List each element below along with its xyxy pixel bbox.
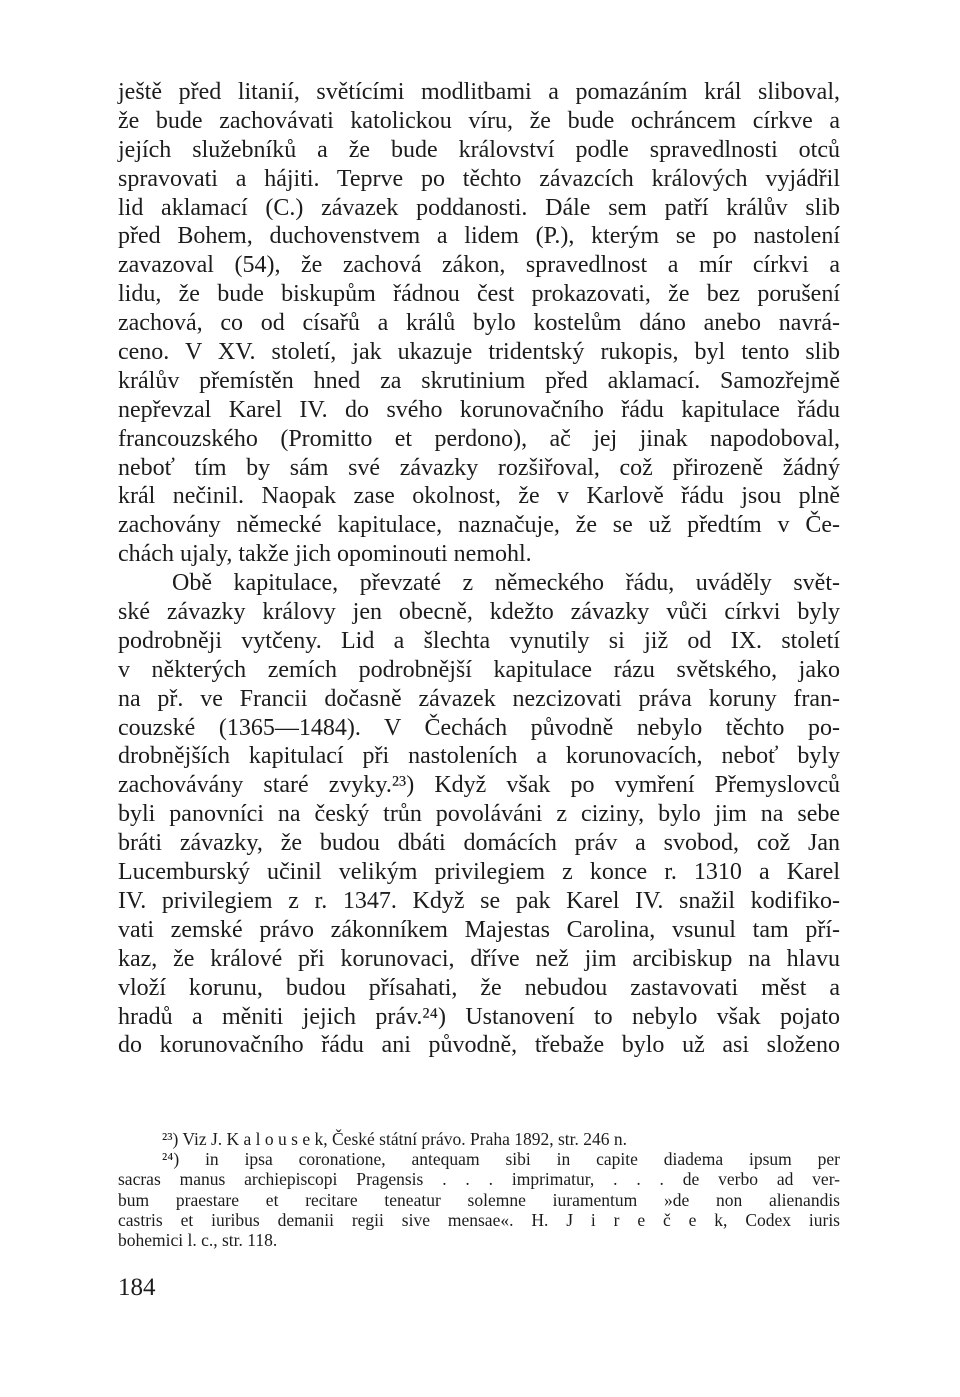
body-line: zachovány německé kapitulace, naznačuje, že se už předtím v Če- bbox=[118, 512, 840, 539]
body-line: ské závazky královy jen obecně, kdežto závazky vůči církvi byly bbox=[118, 599, 840, 626]
body-line: do korunovačního řádu ani původně, třebaže bylo už asi složeno bbox=[118, 1032, 840, 1059]
body-line: chách ujaly, takže jich opominouti nemohl. bbox=[118, 541, 532, 568]
body-line: že bude zachovávati katolickou víru, že bude ochráncem církve a bbox=[118, 107, 840, 134]
body-line: králův přemístěn hned za skrutinium před aklamací. Samozřejmě bbox=[118, 367, 840, 394]
body-line: zachovávány staré zvyky.²³) Když však po vymření Přemyslovců bbox=[118, 772, 840, 799]
body-line: vati zemské právo zákonníkem Majestas Carolina, vsunul tam pří- bbox=[118, 916, 840, 943]
body-line: hradů a měniti jejich práv.²⁴) Ustanovení to nebylo však pojato bbox=[118, 1003, 840, 1030]
body-line: francouzského (Promitto et perdono), ač jej jinak napodoboval, bbox=[118, 425, 840, 452]
body-line: kaz, že králové při korunovaci, dříve než jim arcibiskup na hlavu bbox=[118, 945, 840, 972]
footnote-line: sacras manus archiepiscopi Pragensis . . . imprimatur, . . . de verbo ad ver- bbox=[118, 1169, 840, 1190]
body-line: drobnějších kapitulací při nastoleních a korunovacích, neboť byly bbox=[118, 743, 840, 770]
body-line: Lucemburský učinil velikým privilegiem z konce r. 1310 a Karel bbox=[118, 859, 840, 886]
body-line: ještě před litanií, světícími modlitbami a pomazáním král sliboval, bbox=[118, 79, 840, 105]
body-text bbox=[118, 78, 840, 1060]
body-line: zachová, co od císařů a králů bylo kostelům dáno anebo navrá- bbox=[118, 310, 840, 337]
body-line: Obě kapitulace, převzaté z německého řádu, uváděly svět- bbox=[172, 570, 840, 597]
body-line: před Bohem, duchovenstvem a lidem (P.), kterým se po nastolení bbox=[118, 223, 840, 250]
body-line: byli panovníci na český trůn povoláváni z ciziny, bylo jim na sebe bbox=[118, 801, 840, 828]
body-line: v některých zemích podrobnější kapitulace rázu světského, jako bbox=[118, 656, 840, 683]
body-line: zavazoval (54), že zachová zákon, spravedlnost a mír církvi a bbox=[118, 252, 840, 279]
body-line: ceno. V XV. století, jak ukazuje tridentský rukopis, byl tento slib bbox=[118, 339, 840, 366]
body-line: nepřevzal Karel IV. do svého korunovačního řádu kapitulace řádu bbox=[118, 396, 840, 423]
page-number: 184 bbox=[118, 1274, 156, 1301]
footnotes bbox=[118, 1129, 840, 1250]
body-line: couzské (1365—1484). V Čechách původně nebylo těchto po- bbox=[118, 714, 840, 741]
body-line: král nečinil. Naopak zase okolnost, že v Karlově řádu jsou plně bbox=[118, 483, 840, 510]
footnote-line: bohemici l. c., str. 118. bbox=[118, 1229, 278, 1250]
footnote-24: ²⁴) in ipsa coronatione, antequam sibi in capite diadema ipsum per bbox=[162, 1149, 840, 1170]
body-line: IV. privilegiem z r. 1347. Když se pak Karel IV. snažil kodifiko- bbox=[118, 887, 840, 914]
body-line: spravovati a hájiti. Teprve po těchto závazcích králových vyjádřil bbox=[118, 165, 840, 192]
body-line: lid aklamací (C.) závazek poddanosti. Dále sem patří králův slib bbox=[118, 194, 840, 221]
footnote-23: ²³) Viz J. K a l o u s e k, České státní právo. Praha 1892, str. 246 n. bbox=[162, 1129, 628, 1149]
body-line: neboť tím by sám své závazky rozšiřoval, což přirozeně žádný bbox=[118, 454, 840, 481]
footnote-line: bum praestare et recitare teneatur solemne iuramentum »de non alienandis bbox=[118, 1189, 840, 1210]
body-line: podrobněji vytčeny. Lid a šlechta vynutily si již od IX. století bbox=[118, 627, 840, 654]
body-line: vloží korunu, budou přísahati, že nebudou zastavovati měst a bbox=[118, 974, 840, 1001]
body-line: jejích služebníků a že bude království podle spravedlnosti otců bbox=[118, 136, 840, 163]
footnote-line: castris et iuribus demanii regii sive mensae«. H. J i r e č e k, Codex iuris bbox=[118, 1209, 840, 1230]
body-line: lidu, že bude biskupům řádnou čest prokazovati, že bez porušení bbox=[118, 281, 840, 308]
body-line: na př. ve Francii dočasně závazek nezcizovati práva koruny fran- bbox=[118, 685, 840, 712]
body-line: bráti závazky, že budou dbáti domácích práv a svobod, což Jan bbox=[118, 830, 840, 857]
